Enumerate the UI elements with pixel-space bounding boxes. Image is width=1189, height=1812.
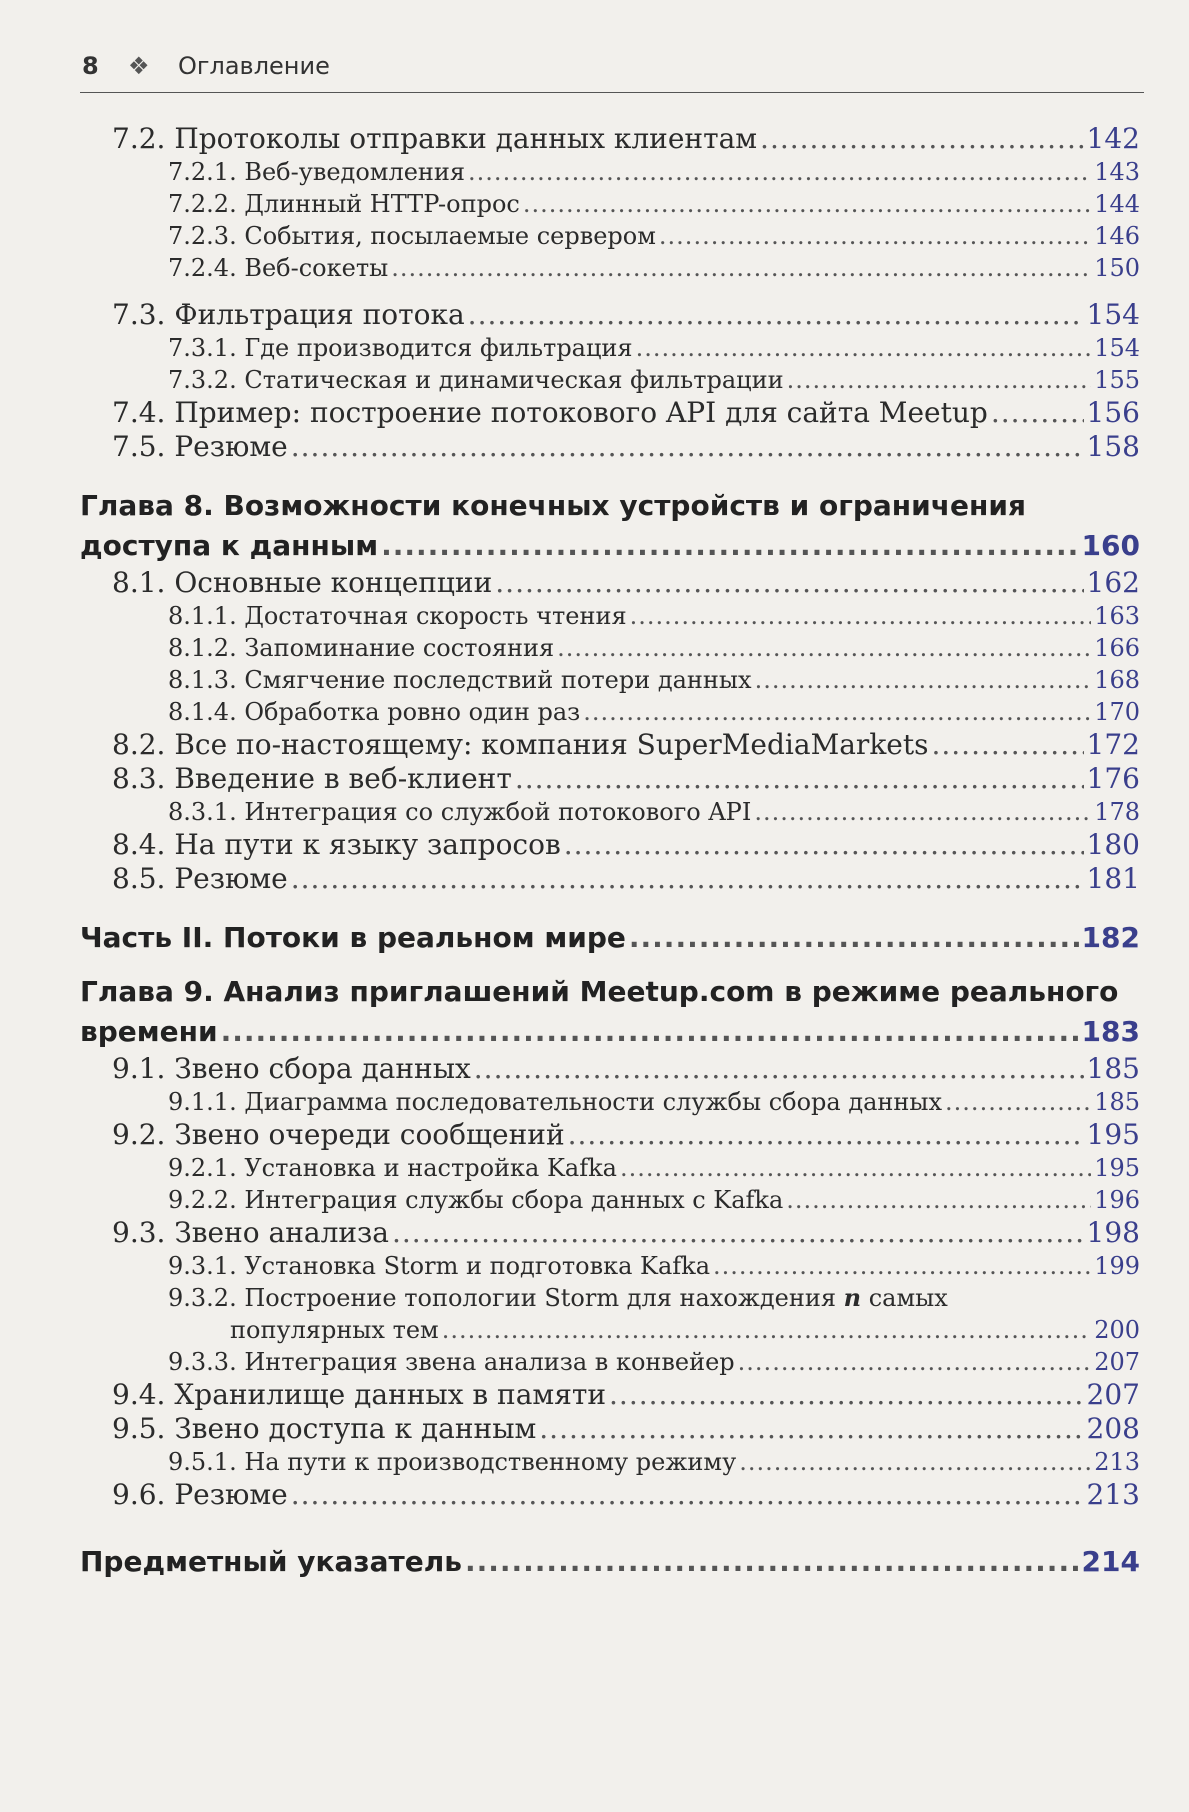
toc-entry-label: 8.1. Основные концепции	[112, 566, 493, 599]
toc-entry-page: 176	[1086, 762, 1140, 795]
toc-entry-page: 200	[1094, 1316, 1140, 1344]
chapter-heading-continued: доступа к данным	[80, 529, 379, 562]
toc-entry-page: 146	[1094, 222, 1140, 250]
toc-entry	[80, 156, 1140, 188]
toc-entry	[80, 220, 1140, 252]
toc-entry-wrapped-line	[80, 1282, 1140, 1314]
toc-entry	[80, 1012, 1140, 1052]
chapter-heading: Глава 8. Возможности конечных устройств и ограничения	[80, 489, 1026, 522]
toc-entry-label: 7.2.3. События, посылаемые сервером	[168, 222, 656, 250]
toc-entry-page: 166	[1094, 634, 1140, 662]
toc-entry	[80, 1378, 1140, 1412]
toc-entry-label: 8.4. На пути к языку запросов	[112, 828, 561, 861]
toc-entry-label: 9.5.1. На пути к производственному режиму	[168, 1448, 737, 1476]
toc-entry-page: 144	[1094, 190, 1140, 218]
toc-entry-label-continued: популярных тем	[230, 1316, 439, 1344]
toc-entry-page: 208	[1086, 1412, 1140, 1445]
leader-dots	[620, 1152, 1091, 1184]
page-number: 8	[82, 52, 99, 80]
leader-dots	[474, 1052, 1084, 1086]
toc-entry	[80, 696, 1140, 728]
toc-entry-label: 9.2.2. Интеграция службы сбора данных с Kafka	[168, 1186, 784, 1214]
toc-entry-page: 199	[1094, 1252, 1140, 1280]
toc-entry	[80, 252, 1140, 284]
toc-entry-page: 182	[1081, 921, 1140, 954]
leader-dots	[291, 430, 1084, 464]
toc-entry-label: 8.2. Все по-настоящему: компания SuperMediaMarkets	[112, 728, 929, 761]
leader-dots	[713, 1250, 1091, 1282]
toc-entry-label: 8.1.3. Смягчение последствий потери данных	[168, 666, 752, 694]
leader-dots	[583, 696, 1091, 728]
toc-entry-page: 180	[1086, 828, 1140, 861]
leader-dots	[991, 396, 1084, 430]
toc-entry	[80, 1412, 1140, 1446]
toc-entry	[80, 862, 1140, 896]
leader-dots	[564, 828, 1084, 862]
toc-entry-page: 195	[1094, 1154, 1140, 1182]
toc-entry-label: 7.4. Пример: построение потокового API для сайта Meetup	[112, 396, 988, 429]
toc-entry-label: 7.3. Фильтрация потока	[112, 298, 465, 331]
toc-entry	[80, 728, 1140, 762]
index-heading: Предметный указатель	[80, 1545, 462, 1578]
toc-entry	[80, 396, 1140, 430]
toc-entry	[80, 526, 1140, 566]
toc-entry	[80, 918, 1140, 958]
toc-entry-label: 9.5. Звено доступа к данным	[112, 1412, 537, 1445]
part-heading: Часть II. Потоки в реальном мире	[80, 921, 626, 954]
toc-entry-page: 196	[1094, 1186, 1140, 1214]
leader-dots	[381, 526, 1078, 566]
toc-entry-label: 9.2.1. Установка и настройка Kafka	[168, 1154, 617, 1182]
running-title: Оглавление	[178, 52, 330, 80]
toc-entry-page: 183	[1081, 1015, 1140, 1048]
toc-entry-label: 9.6. Резюме	[112, 1478, 288, 1511]
toc-entry-label: 7.3.2. Статическая и динамическая фильтрации	[168, 366, 784, 394]
toc-entry	[80, 1118, 1140, 1152]
toc-entry-page: 156	[1086, 396, 1140, 429]
toc-entry-page: 150	[1094, 254, 1140, 282]
toc-entry-label: 7.2.1. Веб-уведомления	[168, 158, 466, 186]
toc-entry-page: 162	[1086, 566, 1140, 599]
toc-entry-page: 195	[1086, 1118, 1140, 1151]
toc-entry-page: 170	[1094, 698, 1140, 726]
toc-entry	[80, 188, 1140, 220]
toc-entry-label: 8.5. Резюме	[112, 862, 288, 895]
toc-entry-label-tail: самых	[861, 1284, 948, 1312]
toc-entry-page: 172	[1086, 728, 1140, 761]
toc-entry-label: 7.3.1. Где производится фильтрация	[168, 334, 633, 362]
leader-dots	[739, 1446, 1091, 1478]
toc-entry-label: 9.3.3. Интеграция звена анализа в конвейер	[168, 1348, 735, 1376]
toc-entry	[80, 122, 1140, 156]
leader-dots	[629, 918, 1079, 958]
toc-entry	[80, 332, 1140, 364]
toc-entry-label: 9.4. Хранилище данных в памяти	[112, 1378, 607, 1411]
toc-entry-label: 8.1.2. Запоминание состояния	[168, 634, 555, 662]
leader-dots	[539, 1412, 1083, 1446]
toc-entry	[80, 1542, 1140, 1582]
leader-dots	[515, 762, 1084, 796]
toc-entry-label: 9.1. Звено сбора данных	[112, 1052, 471, 1085]
toc-entry-page: 198	[1086, 1216, 1140, 1249]
leader-dots	[754, 796, 1091, 828]
toc-entry	[80, 566, 1140, 600]
toc-entry-page: 155	[1094, 366, 1140, 394]
leader-dots	[468, 298, 1084, 332]
toc-entry-label: 8.1.4. Обработка ровно один раз	[168, 698, 581, 726]
leader-dots	[755, 664, 1092, 696]
toc-entry	[80, 1446, 1140, 1478]
toc-entry-label: 9.2. Звено очереди сообщений	[112, 1118, 565, 1151]
leader-dots	[392, 1216, 1084, 1250]
leader-dots	[221, 1012, 1079, 1052]
leader-dots	[442, 1314, 1091, 1346]
leader-dots	[568, 1118, 1084, 1152]
toc-entry-label: 9.3.1. Установка Storm и подготовка Kafka	[168, 1252, 711, 1280]
toc-entry	[80, 1152, 1140, 1184]
leader-dots	[291, 1478, 1084, 1512]
leader-dots	[945, 1086, 1091, 1118]
leader-dots	[609, 1378, 1084, 1412]
toc-entry-page: 207	[1094, 1348, 1140, 1376]
toc-entry-label: 9.3.2. Построение топологии Storm для нахождения	[168, 1284, 844, 1312]
leader-dots	[659, 220, 1091, 252]
toc-entry-page: 207	[1086, 1378, 1140, 1411]
toc-entry	[80, 1478, 1140, 1512]
toc-entry-label: 8.3.1. Интеграция со службой потокового API	[168, 798, 752, 826]
leader-dots	[523, 188, 1091, 220]
toc-entry	[80, 796, 1140, 828]
math-variable-n: n	[843, 1283, 862, 1312]
toc-entry	[80, 664, 1140, 696]
diamond-ornament-icon: ❖	[128, 52, 150, 80]
toc-entry-label: 8.1.1. Достаточная скорость чтения	[168, 602, 627, 630]
toc-entry-page: 214	[1081, 1545, 1140, 1578]
toc-entry	[80, 828, 1140, 862]
toc-entry	[80, 430, 1140, 464]
toc-entry-page: 160	[1081, 529, 1140, 562]
toc-entry-page: 213	[1086, 1478, 1140, 1511]
toc-entry	[80, 1346, 1140, 1378]
leader-dots	[495, 566, 1083, 600]
toc-entry-label: 9.3. Звено анализа	[112, 1216, 389, 1249]
toc-entry	[80, 600, 1140, 632]
chapter-heading: Глава 9. Анализ приглашений Meetup.com в режиме реального	[80, 975, 1119, 1008]
leader-dots	[738, 1346, 1092, 1378]
toc-entry	[80, 298, 1140, 332]
toc-entry-page: 154	[1094, 334, 1140, 362]
leader-dots	[291, 862, 1084, 896]
toc-entry-page: 142	[1086, 122, 1140, 155]
leader-dots	[786, 1184, 1091, 1216]
toc-entry	[80, 762, 1140, 796]
toc-entry-page: 143	[1094, 158, 1140, 186]
leader-dots	[636, 332, 1092, 364]
leader-dots	[391, 252, 1091, 284]
leader-dots	[557, 632, 1091, 664]
toc-entry	[80, 632, 1140, 664]
leader-dots	[931, 728, 1083, 762]
toc-entry-page: 158	[1086, 430, 1140, 463]
chapter-heading-continued: времени	[80, 1015, 218, 1048]
toc-entry-label: 7.2. Протоколы отправки данных клиентам	[112, 122, 758, 155]
toc-entry	[80, 364, 1140, 396]
toc-entry	[80, 1314, 1140, 1346]
toc-entry-label: 7.5. Резюме	[112, 430, 288, 463]
leader-dots	[787, 364, 1092, 396]
leader-dots	[630, 600, 1092, 632]
running-header	[80, 48, 1144, 93]
toc-entry-page: 185	[1086, 1052, 1140, 1085]
toc-entry	[80, 1250, 1140, 1282]
leader-dots	[465, 1542, 1079, 1582]
toc-entry-page: 178	[1094, 798, 1140, 826]
toc-entry-page: 213	[1094, 1448, 1140, 1476]
toc-entry-page: 185	[1094, 1088, 1140, 1116]
toc-entry-page: 163	[1094, 602, 1140, 630]
leader-dots	[760, 122, 1084, 156]
table-of-contents	[80, 122, 1140, 1582]
toc-entry	[80, 1052, 1140, 1086]
toc-entry-label: 9.1.1. Диаграмма последовательности службы сбора данных	[168, 1088, 943, 1116]
toc-entry-page: 181	[1086, 862, 1140, 895]
toc-entry	[80, 1216, 1140, 1250]
leader-dots	[468, 156, 1091, 188]
toc-entry-label: 8.3. Введение в веб-клиент	[112, 762, 512, 795]
toc-entry-page: 168	[1094, 666, 1140, 694]
toc-entry	[80, 1184, 1140, 1216]
toc-entry	[80, 1086, 1140, 1118]
toc-entry-page: 154	[1086, 298, 1140, 331]
toc-entry-label: 7.2.2. Длинный HTTP-опрос	[168, 190, 520, 218]
toc-entry-label: 7.2.4. Веб-сокеты	[168, 254, 389, 282]
